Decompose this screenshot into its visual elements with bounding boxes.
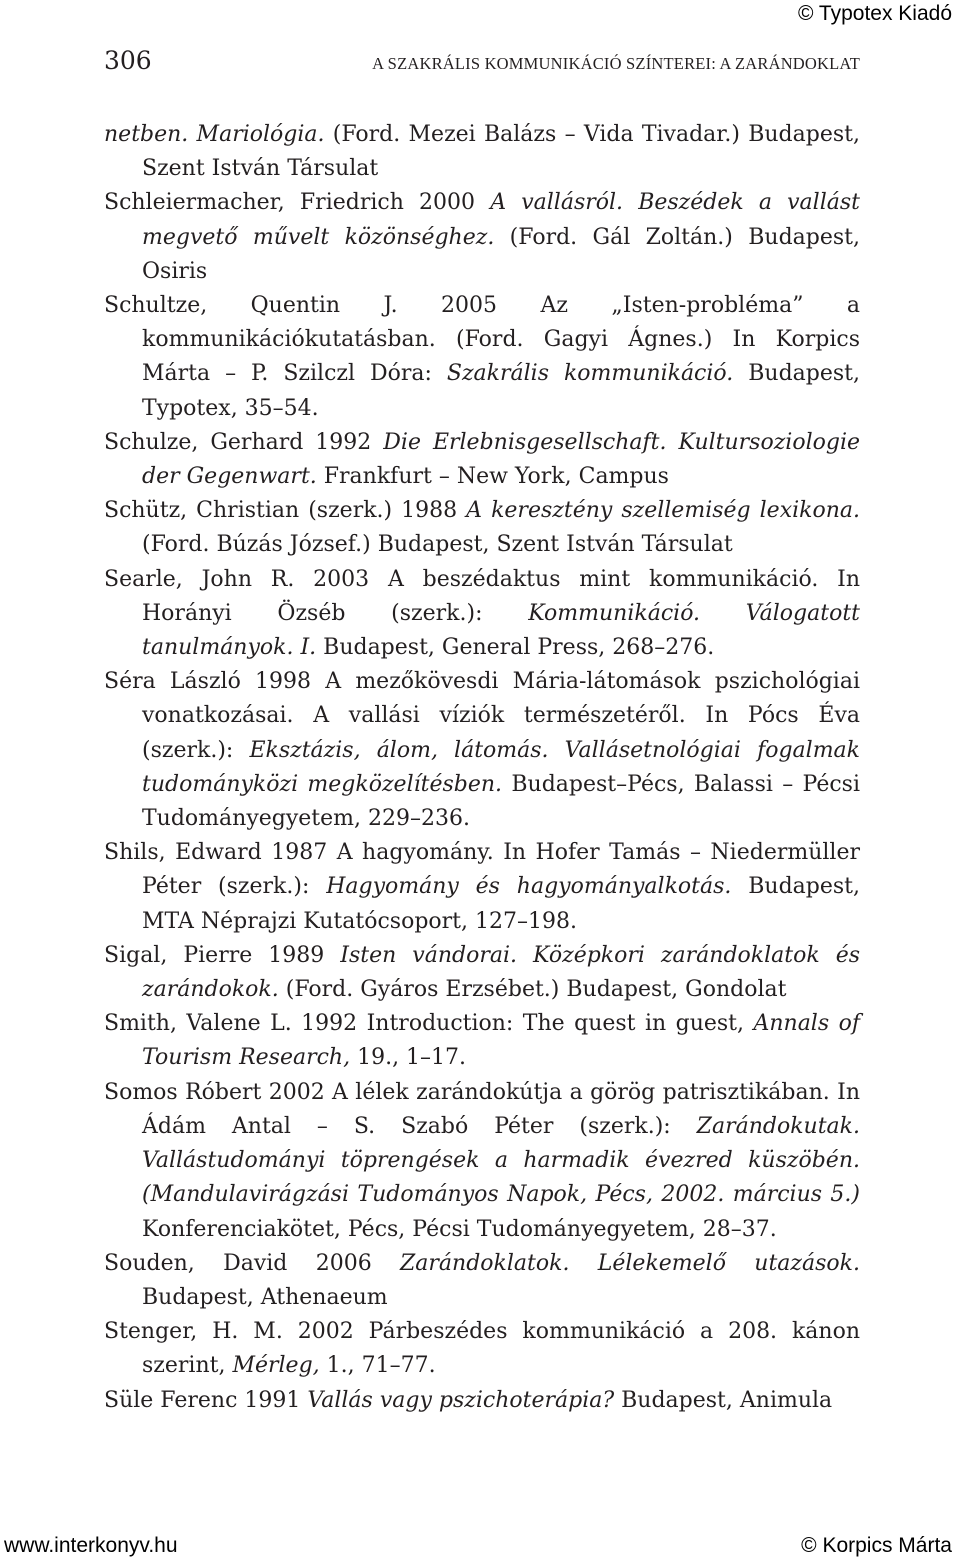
running-title: A SZAKRÁLIS KOMMUNIKÁCIÓ SZÍNTEREI: A ZARÁNDOKLAT bbox=[372, 54, 860, 73]
entry-text: Süle Ferenc 1991 bbox=[104, 1387, 308, 1413]
entry-text: Budapest, Animula bbox=[614, 1387, 833, 1413]
bibliography-entry bbox=[104, 1315, 860, 1383]
entry-title-italic: Kommunikáció. Válogatott tanulmányok. I. bbox=[142, 600, 860, 661]
bibliography-entry bbox=[104, 836, 860, 939]
entry-title-italic: Eksztázis, álom, látomás. Vallásetnológiai fogalmak tudományközi megközelítésben. bbox=[142, 737, 860, 797]
entry-title-italic: Hagyomány és hagyományalkotás. bbox=[326, 874, 732, 900]
bibliography-list bbox=[104, 118, 860, 1418]
entry-text: 19., 1–17. bbox=[350, 1045, 467, 1071]
entry-text: Shils, Edward 1987 A hagyomány. In Hofer Tamás – Niedermüller Péter (szerk.): bbox=[104, 840, 860, 900]
entry-text: Séra László 1998 A mezőkövesdi Mária-látomások pszichológiai vonatkozásai. A vallási víziók természetéről. In Pócs Éva (szerk.): bbox=[104, 669, 860, 763]
entry-title-italic: Zarándoklatok. Lélekemelő utazások. bbox=[400, 1250, 860, 1276]
entry-text: Budapest, General Press, 268–276. bbox=[316, 635, 715, 661]
entry-title-italic: Zarándokutak. Vallástudományi töprengések a harmadik évezred küszöbén. (Mandulavirágzási Tudományos Napok, Pécs, 2002. március 5.) bbox=[142, 1113, 860, 1208]
entry-text: Schleiermacher, Friedrich 2000 bbox=[104, 190, 491, 216]
entry-text: (Ford. Búzás József.) Budapest, Szent István Társulat bbox=[142, 532, 733, 558]
entry-text: Souden, David 2006 bbox=[104, 1250, 401, 1276]
footer-website: www.interkonyv.hu bbox=[4, 1534, 178, 1557]
entry-text: Budapest, Athenaeum bbox=[142, 1284, 388, 1310]
entry-text: Stenger, H. M. 2002 Párbeszédes kommunikáció a 208. kánon szerint, bbox=[104, 1319, 860, 1379]
entry-text: (Ford. Gyáros Erzsébet.) Budapest, Gondolat bbox=[278, 977, 787, 1003]
entry-text: Konferenciakötet, Pécs, Pécsi Tudományegyetem, 28–37. bbox=[142, 1216, 777, 1242]
entry-text: Smith, Valene L. 1992 Introduction: The quest in guest, bbox=[104, 1011, 754, 1037]
bibliography-entry bbox=[104, 563, 860, 666]
entry-title-italic: A vallásról. Beszédek a vallást megvető művelt közönséghez. bbox=[142, 190, 860, 250]
entry-text: Somos Róbert 2002 A lélek zarándokútja a görög patrisztikában. In Ádám Antal – S. Szabó Péter (szerk.): bbox=[104, 1079, 860, 1139]
entry-text: (Ford. Gál Zoltán.) Budapest, Osiris bbox=[142, 224, 860, 284]
entry-title-italic: Die Erlebnisgesellschaft. Kultursoziologie der Gegenwart. bbox=[142, 429, 860, 490]
entry-text: Frankfurt – New York, Campus bbox=[316, 464, 669, 490]
entry-text: Budapest, Typotex, 35–54. bbox=[142, 361, 861, 421]
bibliography-entry bbox=[104, 939, 860, 1007]
bibliography-entry bbox=[104, 118, 860, 186]
bibliography-entry bbox=[104, 289, 860, 426]
bibliography-entry bbox=[104, 1007, 860, 1075]
entry-text: Schulze, Gerhard 1992 bbox=[104, 429, 384, 455]
bibliography-entry bbox=[104, 665, 860, 836]
entry-text: Sigal, Pierre 1989 bbox=[104, 942, 341, 968]
entry-text: Schultze, Quentin J. 2005 Az „Isten-probléma” a kommunikációkutatásban. (Ford. Gagyi Ágnes.) In Korpics Márta – P. Szilczl Dóra: bbox=[104, 293, 860, 387]
entry-title-italic: Annals of Tourism Research, bbox=[142, 1011, 860, 1071]
bibliography-entry bbox=[104, 426, 860, 494]
entry-text: Schütz, Christian (szerk.) 1988 bbox=[104, 498, 467, 524]
copyright-watermark-top: © Typotex Kiadó bbox=[797, 2, 952, 25]
entry-text: (Ford. Mezei Balázs – Vida Tivadar.) Budapest, Szent István Társulat bbox=[142, 122, 860, 182]
entry-text: Searle, John R. 2003 A beszédaktus mint kommunikáció. In Horányi Özséb (szerk.): bbox=[104, 566, 860, 626]
bibliography-entry bbox=[104, 1384, 860, 1418]
bibliography-entry bbox=[104, 1247, 860, 1315]
entry-title-italic: Vallás vagy pszichoterápia? bbox=[307, 1387, 615, 1413]
footer-copyright: © Korpics Márta bbox=[801, 1534, 952, 1557]
entry-text: 1., 71–77. bbox=[319, 1353, 436, 1379]
entry-title-italic: Mérleg, bbox=[232, 1353, 320, 1379]
entry-title-italic: netben. Mariológia. bbox=[104, 122, 325, 147]
entry-title-italic: Szakrális kommunikáció. bbox=[446, 361, 734, 387]
entry-title-italic: Isten vándorai. Középkori zarándoklatok és zarándokok. bbox=[142, 942, 860, 1003]
bibliography-entry bbox=[104, 1076, 860, 1247]
entry-text: Budapest–Pécs, Balassi – Pécsi Tudományegyetem, 229–236. bbox=[142, 771, 861, 832]
page-number: 306 bbox=[104, 46, 152, 75]
bibliography-entry bbox=[104, 494, 860, 562]
entry-title-italic: A keresztény szellemiség lexikona. bbox=[466, 498, 861, 524]
entry-text: Budapest, MTA Néprajzi Kutatócsoport, 127–198. bbox=[142, 874, 860, 934]
page-header bbox=[104, 46, 860, 82]
bibliography-entry bbox=[104, 186, 860, 289]
